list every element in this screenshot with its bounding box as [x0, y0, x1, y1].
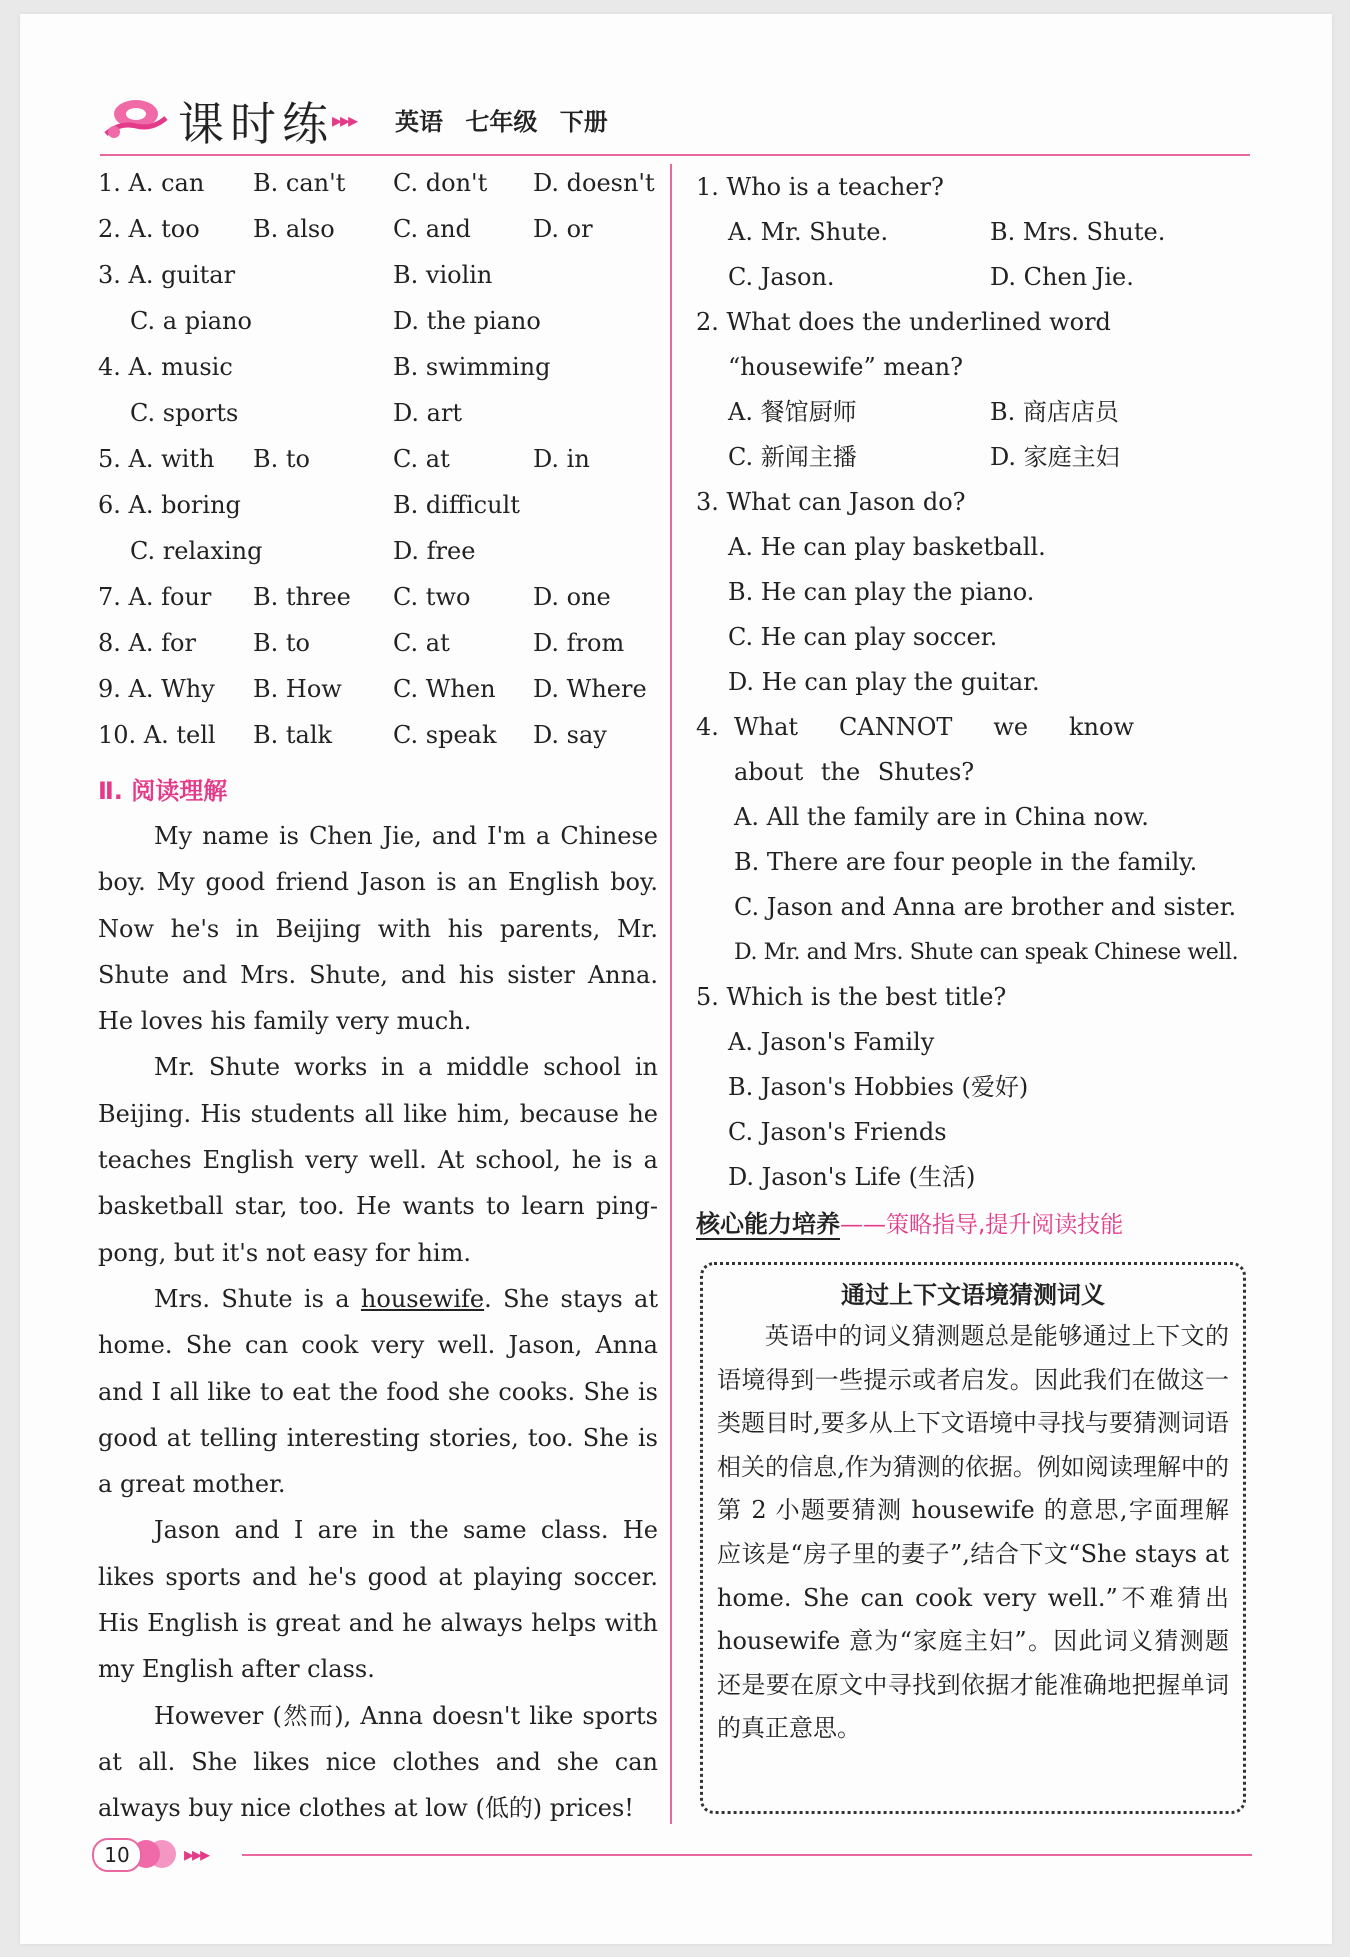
option: C. speak — [393, 721, 497, 749]
option: B. swimming — [393, 353, 551, 381]
option-row — [98, 441, 658, 487]
option: D. say — [533, 721, 607, 749]
question-stem: 2. What does the underlined word “housewife” mean? — [696, 308, 1111, 381]
question-5 — [696, 975, 1256, 1200]
ribbon-logo-icon — [100, 92, 170, 146]
question-2 — [696, 300, 1256, 480]
option: B. to — [253, 629, 310, 657]
option: D. He can play the guitar. — [728, 668, 1040, 696]
option: A. He can play basketball. — [728, 533, 1046, 561]
option: D. 家庭主妇 — [990, 443, 1120, 471]
option: C. a piano — [130, 307, 252, 335]
option: 9. A. Why — [98, 675, 215, 703]
option-row — [98, 717, 658, 763]
option: C. two — [393, 583, 471, 611]
option: 3. A. guitar — [98, 261, 236, 289]
option: C. sports — [130, 399, 239, 427]
option: A. All the family are in China now. — [734, 803, 1149, 831]
option: D. Jason's Life (生活) — [728, 1163, 976, 1191]
option: D. art — [393, 399, 463, 427]
question-stem: What CANNOT we know about the Shutes? — [734, 713, 1134, 786]
option: B. to — [253, 445, 310, 473]
option: B. 商店店员 — [990, 398, 1119, 426]
option: D. in — [533, 445, 590, 473]
option: B. also — [253, 215, 335, 243]
passage-paragraph: My name is Chen Jie, and I'm a Chinese boy. My good friend Jason is an English boy. Now he's in Beijing with his parents, Mr. Shute and Mrs. Shute, and his sister Anna. He loves his family very much. — [98, 822, 658, 1036]
question-stem: 5. Which is the best title? — [696, 983, 1007, 1011]
footer-dot-icon — [148, 1840, 176, 1868]
question-4 — [696, 705, 1256, 975]
option: B. violin — [393, 261, 493, 289]
question-stem: 1. Who is a teacher? — [696, 173, 944, 201]
option: C. at — [393, 629, 450, 657]
option-row — [98, 211, 658, 257]
option: D. from — [533, 629, 625, 657]
tip-title: 通过上下文语境猜测词义 — [841, 1281, 1105, 1309]
option: B. Mrs. Shute. — [990, 218, 1166, 246]
option: D. Where — [533, 675, 647, 703]
option: C. Jason's Friends — [728, 1118, 947, 1146]
option: C. He can play soccer. — [728, 623, 998, 651]
option: 5. A. with — [98, 445, 215, 473]
option: 6. A. boring — [98, 491, 241, 519]
option: D. doesn't — [533, 169, 655, 197]
footer-arrows-icon: ▸▸▸ — [184, 1842, 209, 1866]
footer-divider — [242, 1854, 1252, 1856]
option-row — [98, 349, 658, 395]
passage-paragraph: Mrs. Shute is a housewife. She stays at home. She can cook very well. Jason, Anna and I all like to eat the food she cooks. She is good at telling interesting stories, too. She is a great mother. — [98, 1284, 659, 1499]
option: 1. A. can — [98, 169, 205, 197]
option: D. free — [393, 537, 476, 565]
option: B. There are four people in the family. — [734, 848, 1198, 876]
option: C. don't — [393, 169, 488, 197]
option: B. Jason's Hobbies (爱好) — [728, 1073, 1029, 1101]
option-row — [98, 303, 658, 349]
underlined-word: housewife — [360, 1284, 485, 1313]
option: B. talk — [253, 721, 333, 749]
option: D. the piano — [393, 307, 541, 335]
core-skills-subtitle: ——策略指导,提升阅读技能 — [840, 1212, 1124, 1238]
option: 7. A. four — [98, 583, 212, 611]
option: 4. A. music — [98, 353, 233, 381]
option: B. How — [253, 675, 342, 703]
option-row — [98, 487, 658, 533]
option: D. Chen Jie. — [990, 263, 1134, 291]
option-row — [98, 165, 658, 211]
passage-paragraph: Mr. Shute works in a middle school in Beijing. His students all like him, because he teaches English very well. At school, he is a basketball star, too. He wants to learn ping-pong, but it's not easy for him. — [98, 1053, 658, 1267]
tip-body: 英语中的词义猜测题总是能够通过上下文的语境得到一些提示或者启发。因此我们在做这一类题目时,要多从上下文语境中寻找与要猜测词语相关的信息,作为猜测的依据。例如阅读理解中的第 2 小题要猜测 housewife 的意思,字面理解应该是“房子里的妻子”,结合下文“She stays at home. She can cook very well.”不难猜出 housewife 意为“家庭主妇”。因此词义猜测题还是要在原文中寻找到依据才能准确地把握单词的真正意思。 — [717, 1322, 1229, 1743]
option: C. and — [393, 215, 471, 243]
header-divider — [100, 154, 1250, 156]
series-brand: 课时练 — [178, 97, 334, 151]
option: B. He can play the piano. — [728, 578, 1035, 606]
option: B. three — [253, 583, 351, 611]
option: 10. A. tell — [98, 721, 216, 749]
option-row — [98, 579, 658, 625]
option: B. difficult — [393, 491, 520, 519]
option-row — [98, 395, 658, 441]
option: A. 餐馆厨师 — [728, 398, 857, 426]
page-number: 10 — [92, 1838, 142, 1872]
option: C. relaxing — [130, 537, 263, 565]
reading-passage — [98, 813, 658, 1832]
passage-paragraph: Jason and I are in the same class. He likes sports and he's good at playing soccer. His English is great and he always helps with my English after class. — [98, 1516, 658, 1684]
strategy-tip-box — [700, 1262, 1246, 1814]
page-footer — [92, 1838, 1252, 1874]
option: C. 新闻主播 — [728, 443, 857, 471]
question-3 — [696, 480, 1256, 705]
section-title-reading: Ⅱ. 阅读理解 — [98, 777, 228, 805]
question-1 — [696, 165, 1256, 300]
question-number: 4. — [696, 713, 719, 741]
option: D. one — [533, 583, 611, 611]
option: C. Jason. — [728, 263, 835, 291]
left-column — [98, 165, 658, 1832]
question-stem: 3. What can Jason do? — [696, 488, 966, 516]
option: B. can't — [253, 169, 346, 197]
core-skills-heading — [696, 1202, 1256, 1246]
option: 8. A. for — [98, 629, 196, 657]
option: C. at — [393, 445, 450, 473]
option: A. Mr. Shute. — [728, 218, 889, 246]
book-subject: 英语 七年级 下册 — [395, 108, 608, 136]
option-row — [98, 257, 658, 303]
header-arrows-icon: ▸▸▸ — [332, 108, 357, 132]
option: D. Mr. and Mrs. Shute can speak Chinese well. — [734, 940, 1239, 965]
option: A. Jason's Family — [728, 1028, 935, 1056]
right-column — [696, 165, 1256, 1246]
option-row — [98, 671, 658, 717]
option: 2. A. too — [98, 215, 200, 243]
cloze-options — [98, 165, 658, 763]
option-row — [98, 533, 658, 579]
passage-paragraph: However (然而), Anna doesn't like sports at all. She likes nice clothes and she can always buy nice clothes at low (低的) prices! — [98, 1701, 658, 1823]
column-divider — [670, 164, 672, 1824]
option: C. When — [393, 675, 496, 703]
core-skills-label: 核心能力培养 — [696, 1210, 840, 1238]
page-header — [100, 88, 1248, 158]
option: D. or — [533, 215, 593, 243]
option-row — [98, 625, 658, 671]
option: C. Jason and Anna are brother and sister. — [734, 893, 1237, 921]
